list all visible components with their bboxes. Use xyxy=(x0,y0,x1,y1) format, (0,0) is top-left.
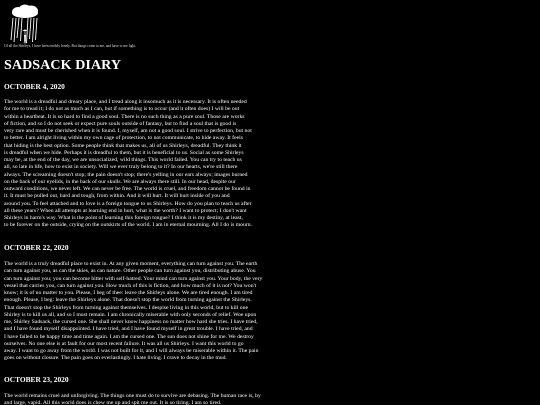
entry-text-line: to be forever on the outside, crying on the outskirts of the world. I am in eternal mourning. All I do is mourn. xyxy=(4,222,252,229)
entry-text-line: is dreadful when we hide. Perhaps it is dreadful to them, but it is beneficial to us. Social as some Shirleys xyxy=(4,149,244,156)
entry-date-link[interactable]: OCTOBER 22, 2020 xyxy=(4,243,69,252)
entry-text-line: can turn against you; you can become bitter with self-hatred. Your mind can turn against you. Your body, the very xyxy=(4,275,263,282)
entry-text-line: it. It must be pulled out, hard and tough, from within. And it will hurt. It will hurt inside of you and xyxy=(4,193,230,200)
entry-text-line: The world is a dreadful and dreary place, and I tread along it insomuch as it is necessary. It is often needed xyxy=(4,99,247,105)
entry-text-line: of fiction, and so I do not seek or expect pure souls outside of fantasy, but to find a soul that is good is xyxy=(4,120,237,127)
entry-text-line: and I have found myself disappointed. I have tried, and I have found myself in great trouble. I have tried, and xyxy=(4,326,253,333)
entry-text-line: away. I want to go away from the world. I was not built for it, and I will always be miserable within it. The pain xyxy=(4,348,259,354)
entry-text-line: to better. I am alright living within my own cage of protection, to not communicate, to hide away. It feels xyxy=(4,135,243,142)
entry-text-line: always. The screaming doesn't stop; the pain doesn't stop; there's yelling in our ears always; images burned xyxy=(4,171,248,178)
entry-text-line: enough. Please, I beg: leave the Shirleys alone. That doesn't stop the world from turning against the Shirleys. xyxy=(4,297,252,304)
entry-text-line: That doesn't stop the Shirleys from turning against themselves. I despise living in this world, but to kill one xyxy=(4,304,248,311)
entry-text-line: know; it is of no matter to you. Please, I beg of thee: leave the Shirleys alone. We are tired enough. I am tired xyxy=(4,290,253,296)
entry-date-link[interactable]: OCTOBER 23, 2020 xyxy=(4,375,69,384)
entry-body xyxy=(4,261,536,363)
entry-text-line: for me to tread it; I do not as much as I can, but if something is to occur (and it often does) I will be out xyxy=(4,106,240,113)
entry-text-line: very rare and must be cherished when it is found. I, myself, am not a good soul. I strive to perfection, but not xyxy=(4,128,252,134)
entry-text-line: outward conditions, we never left. We can never be free. The world is cruel, and freedom cannot be found in xyxy=(4,186,251,192)
entry-text-line: ourselves. No one else is at fault for our most recent failure. It was all us Shirleys. I want this world to go xyxy=(4,340,244,347)
entry-text-line: Shirleys in harm's way. What is the point of learning this foreign tongue? I think it is my destiny, at least, xyxy=(4,215,243,221)
entry-text-line: I have failed to be happy time and time again. I am the cursed one. The sun does not shine for me. We destroy xyxy=(4,333,254,340)
entry-text-line: The world is a truly dreadful place to exist in. At any given moment, everything can turn against you. The earth xyxy=(4,261,258,267)
entry-text-line: around you. To feel attached and to love is a foreign tongue to us Shirleys. How do you plan to teach us after xyxy=(4,200,252,207)
entry-text-line: Shirley is to kill us all, and so I must remain. I am chronically miserable with only seconds of relief. Woe upon xyxy=(4,311,257,318)
entry-text-line: vessel that carries you, can turn against you. How much of this is fiction, and how much of it is not? You won't xyxy=(4,282,257,289)
entry-text-line: all these years? When all attempts at learning end in hurt, what is the worth? I want to protect; I don't want xyxy=(4,207,247,214)
rain-cloud-logo[interactable] xyxy=(5,4,45,44)
site-tagline: Of all the Shirleys, I have been terribly lonely. But things come to me, and have to me light. xyxy=(4,44,137,48)
entry-text-line: may be, at the end of the day, we are unsocialized, wild things. This world failed. You can try to teach us xyxy=(4,157,242,163)
entry-text-line: The world remains cruel and unforgiving. The things one must do to survive are debasing. The human race is, by xyxy=(4,393,261,399)
entry-date-link[interactable]: OCTOBER 4, 2020 xyxy=(4,82,65,91)
entry-text-line: can turn against you, as can the skies, as can nature. Other people can turn against you, distributing abuse. You xyxy=(4,268,256,275)
entry-text-line: on the back of our eyelids, in the back of our skulls. We are always there still. In our head, despite our xyxy=(4,178,236,185)
entry-text-line: all, so late in life, how to exist in society. Will we ever truly belong to it? In our hearts, we're still there xyxy=(4,164,238,171)
entry-text-line: within a heartbeat. It is so hard to find a good soul. There is no such thing as a pure soul. Those are works xyxy=(4,113,245,120)
entry-body xyxy=(4,99,536,230)
entry-body xyxy=(4,393,536,405)
site-title[interactable]: SADSACK DIARY xyxy=(4,58,122,73)
entry-text-line: and large, vapid. All this world does is chew me up and spit me out. It is so tiring. I am so tired. xyxy=(4,400,222,405)
entry-text-line: that hiding is the best option. Some people think that makes us, all of us Shirleys, dreadful. They think it xyxy=(4,142,242,149)
entry-text-line: me, Shirley Sadsack, the cursed one. She shall never know happiness no matter how hard she tries. I have tried, xyxy=(4,319,258,325)
entry-text-line: goes on without closure. The pain goes on everlastingly. I hate living. I crave to decay in the mud. xyxy=(4,355,227,362)
